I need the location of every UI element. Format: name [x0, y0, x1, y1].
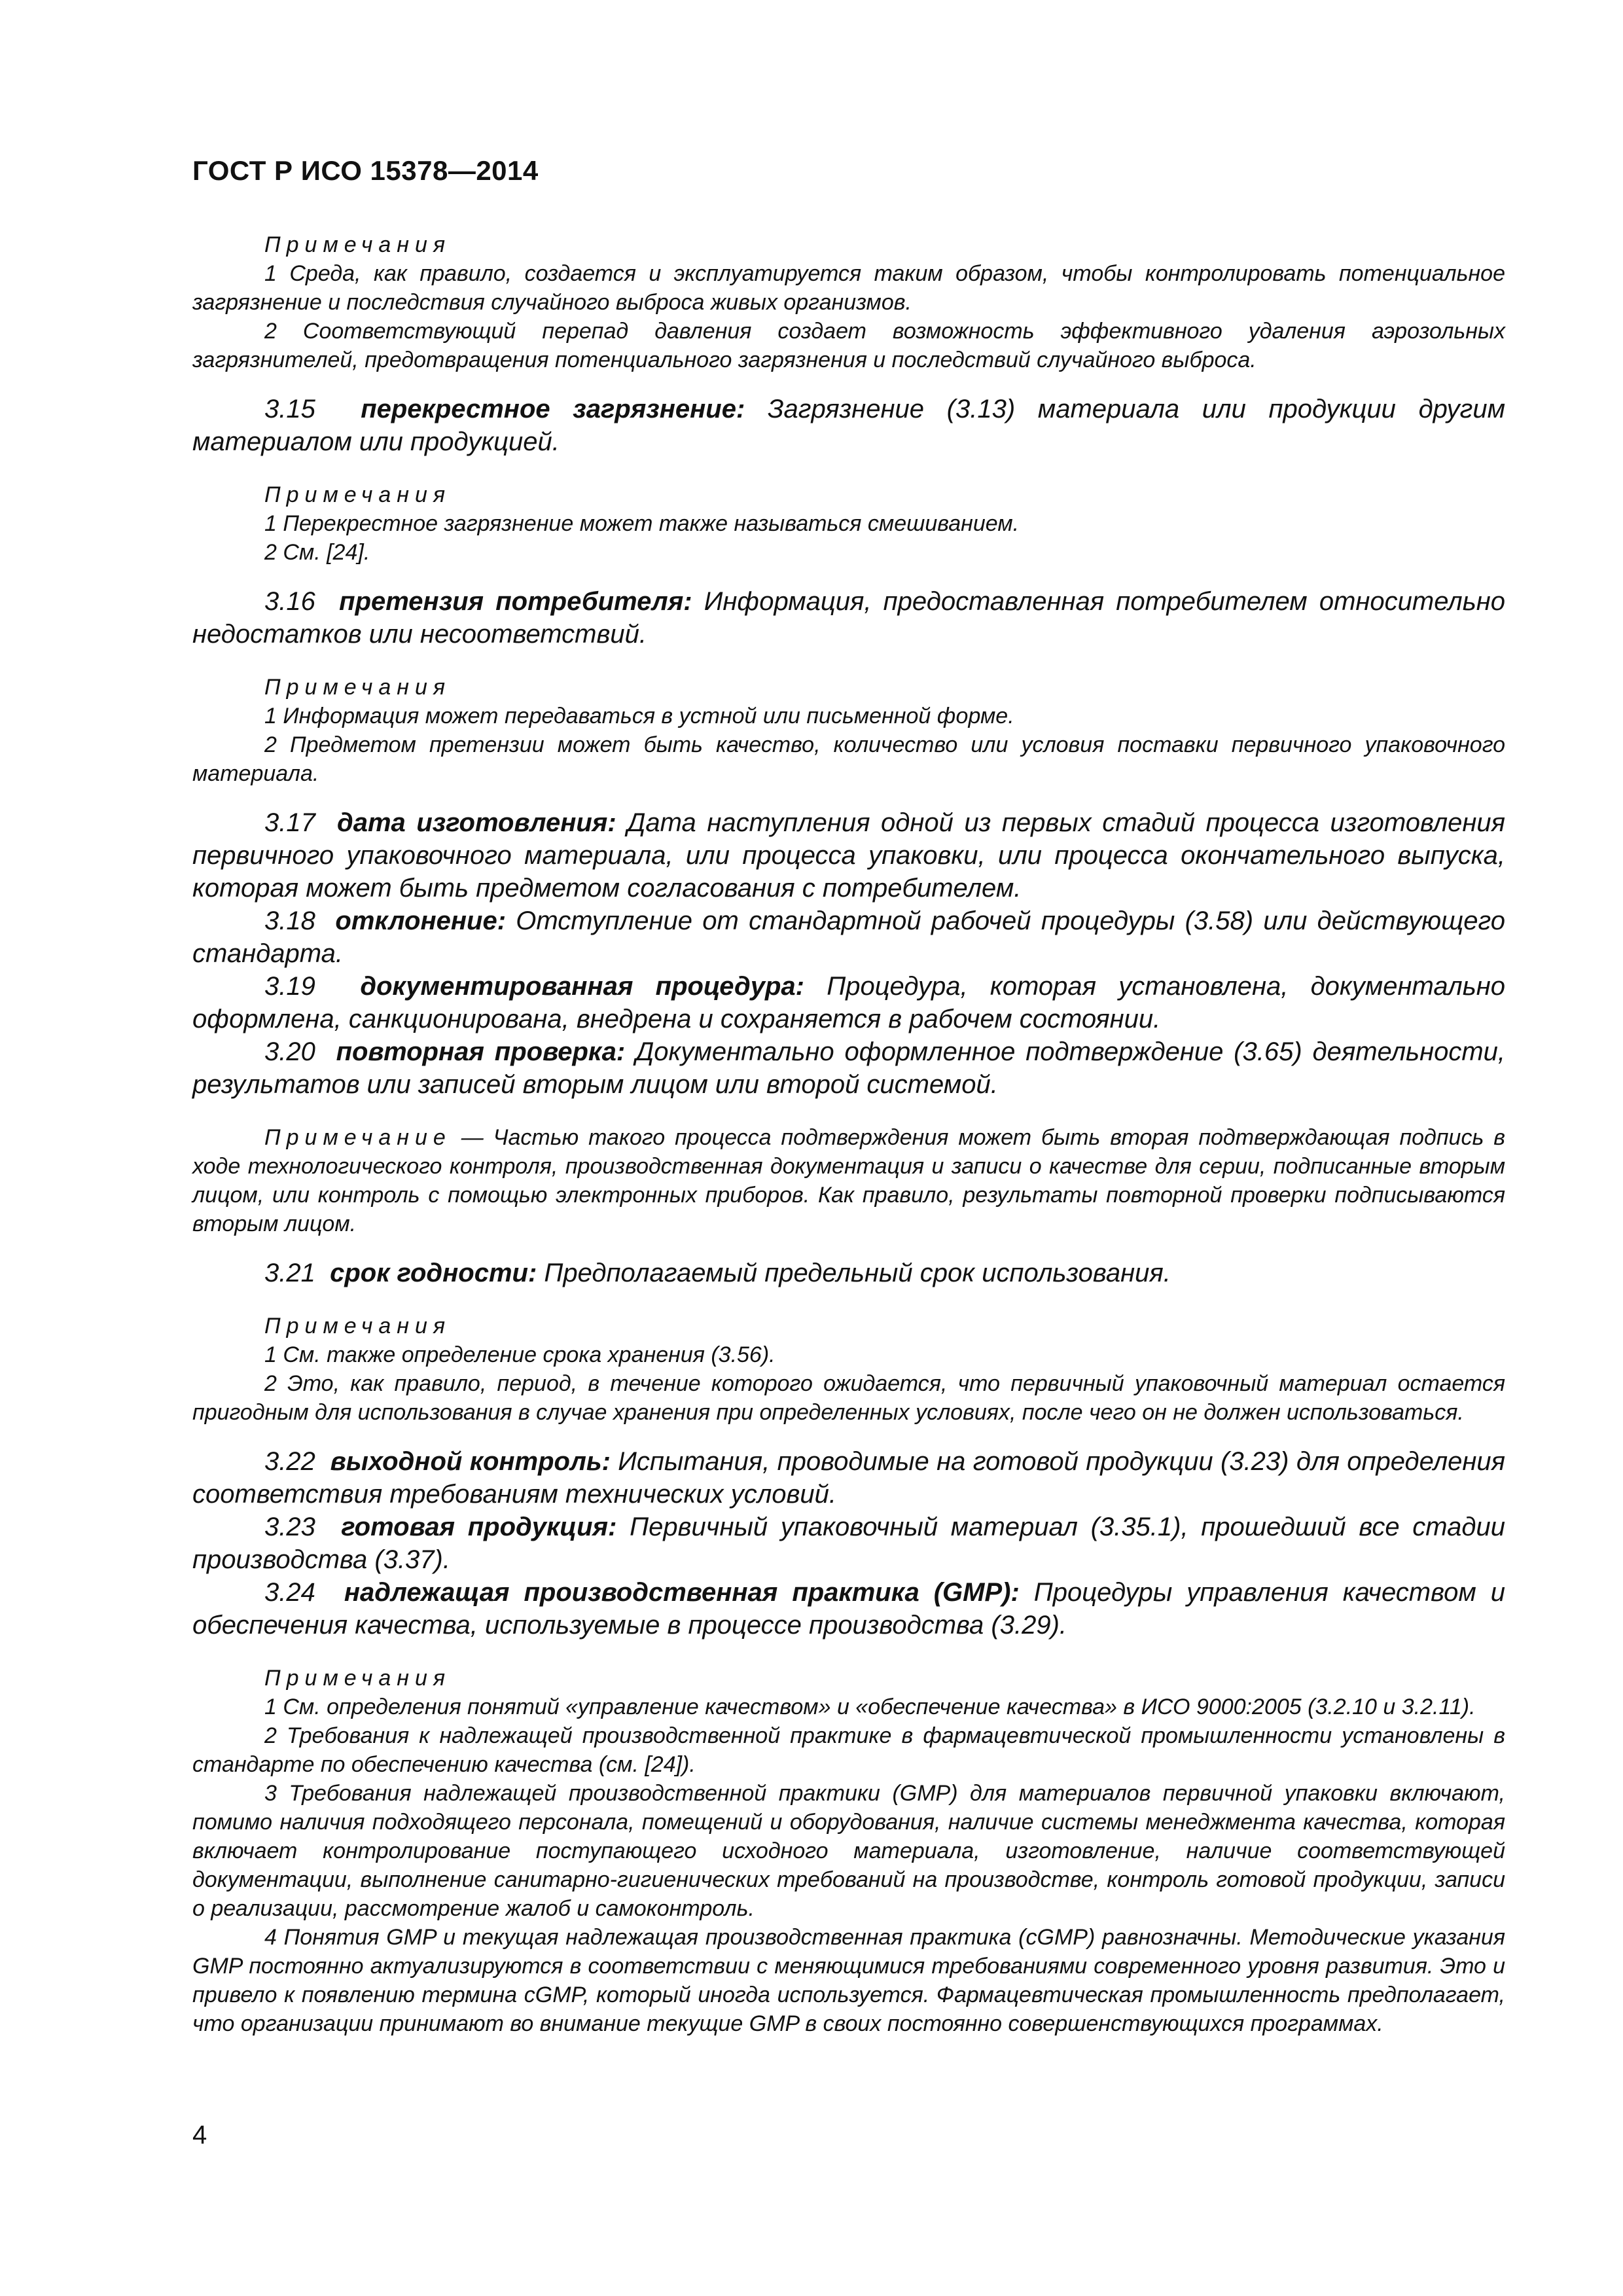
term-name: документированная процедура: — [360, 972, 804, 1001]
term-number: 3.21 — [264, 1259, 315, 1287]
term-definition: Информация, предоставленная потребителем относительно недостатков или несоответствий. — [192, 587, 1505, 649]
notes-block — [192, 673, 1505, 788]
term-definition: Отступление от стандартной рабочей процедуры (3.58) или действующего стандарта. — [192, 906, 1506, 968]
note-item: 2 Это, как правило, период, в течение которого ожидается, что первичный упаковочный материал остается пригодным для использования в случае хранения при определенных условиях, после чего он не должен использоваться. — [192, 1371, 1505, 1425]
note-item: 1 Информация может передаваться в устной или письменной форме. — [264, 704, 1014, 728]
term-name: отклонение: — [335, 906, 507, 935]
term-definition: Дата наступления одной из первых стадий процесса изготовления первичного упаковочного материала, или процесса упаковки, или процесса окончательного выпуска, которая может быть предметом согласования с потребителем. — [192, 808, 1505, 903]
term-number: 3.19 — [264, 972, 315, 1001]
notes-title: Примечания — [264, 1314, 452, 1338]
note-item: 1 См. определения понятий «управление качеством» и «обеспечение качества» в ИСО 9000:2005 (3.2.10 и 3.2.11). — [264, 1695, 1476, 1719]
term-name: срок годности: — [330, 1259, 537, 1287]
note-item: 2 Соответствующий перепад давления создает возможность эффективного удаления аэрозольных загрязнителей, предотвращения потенциального загрязнения и последствий случайного выброса. — [192, 319, 1505, 372]
term-number: 3.20 — [264, 1037, 315, 1066]
term-name: выходной контроль: — [330, 1447, 611, 1476]
notes-block — [192, 1664, 1505, 2038]
term-definition: Первичный упаковочный материал (3.35.1), прошедший все стадии производства (3.37). — [192, 1513, 1506, 1574]
term-3-18 — [192, 905, 1505, 970]
term-definition: Документально оформленное подтверждение (3.65) деятельности, результатов или записей вторым лицом или второй системой. — [192, 1037, 1506, 1099]
term-3-23 — [192, 1511, 1505, 1576]
note-item: 2 Требования к надлежащей производственной практике в фармацевтической промышленности установлены в стандарте по обеспечению качества (см. [24]). — [192, 1723, 1505, 1777]
term-definition: Испытания, проводимые на готовой продукции (3.23) для определения соответствия требованиям технических условий. — [192, 1447, 1506, 1509]
term-3-22 — [192, 1445, 1505, 1511]
notes-title: Примечания — [264, 232, 452, 257]
notes-title: Примечания — [264, 482, 452, 507]
term-definition: Процедура, которая установлена, документально оформлена, санкционирована, внедрена и сохраняется в рабочем состоянии. — [192, 972, 1506, 1033]
term-number: 3.15 — [264, 395, 315, 423]
note-item: 1 Среда, как правило, создается и эксплуатируется таким образом, чтобы контролировать потенциальное загрязнение и последствия случайного выброса живых организмов. — [192, 261, 1505, 315]
term-3-20 — [192, 1035, 1505, 1101]
term-number: 3.24 — [264, 1578, 315, 1607]
term-number: 3.17 — [264, 808, 315, 837]
note-item: 1 Перекрестное загрязнение может также называться смешиванием. — [264, 511, 1020, 536]
term-name: претензия потребителя: — [339, 587, 692, 616]
term-name: готовая продукция: — [341, 1513, 617, 1541]
term-name: повторная проверка: — [336, 1037, 626, 1066]
note-item: 2 Предметом претензии может быть качество, количество или условия поставки первичного упаковочного материала. — [192, 732, 1505, 786]
term-number: 3.16 — [264, 587, 315, 616]
notes-block — [192, 230, 1505, 374]
term-number: 3.18 — [264, 906, 315, 935]
notes-title: Примечания — [264, 675, 452, 700]
notes-title: Примечания — [264, 1666, 452, 1691]
document-page — [192, 157, 1505, 2056]
term-definition: Процедуры управления качеством и обеспечения качества, используемые в процессе производства (3.29). — [192, 1578, 1505, 1640]
term-3-16 — [192, 585, 1505, 651]
term-3-24 — [192, 1576, 1505, 1641]
page-number: 4 — [192, 2121, 207, 2149]
term-3-17 — [192, 806, 1505, 905]
note-text: — Частью такого процесса подтверждения может быть вторая подтверждающая подпись в ходе технологического контроля, производственная документация и записи о качестве для серии, подписанные вторым лицом, или контроль с помощью электронных приборов. Как правило, результаты повторной проверки подписываются вторым лицом. — [192, 1125, 1505, 1236]
term-number: 3.22 — [264, 1447, 315, 1476]
term-name: перекрестное загрязнение: — [361, 395, 745, 423]
note-item: 3 Требования надлежащей производственной практики (GMP) для материалов первичной упаковки включают, помимо наличия подходящего персонала, помещений и оборудования, наличие системы менеджмента качества, которая включает контролирование поступающего исходного материала, изготовление, наличие соответствующей документации, выполнение санитарно-гигиенических требований на производстве, контроль готовой продукции, записи о реализации, рассмотрение жалоб и самоконтроль. — [192, 1781, 1505, 1921]
term-definition: Загрязнение (3.13) материала или продукции другим материалом или продукцией. — [192, 395, 1505, 456]
term-name: надлежащая производственная практика (GMP): — [344, 1578, 1020, 1607]
note-item: 2 См. [24]. — [264, 540, 370, 565]
notes-block — [192, 480, 1505, 567]
note-item: 1 См. также определение срока хранения (3.56). — [264, 1342, 776, 1367]
term-definition: Предполагаемый предельный срок использования. — [537, 1259, 1171, 1287]
notes-block — [192, 1123, 1505, 1238]
term-3-19 — [192, 970, 1505, 1035]
term-number: 3.23 — [264, 1513, 315, 1541]
note-item: 4 Понятия GMP и текущая надлежащая производственная практика (cGMP) равнозначны. Методические указания GMP постоянно актуализируются в соответствии с меняющимися требованиями современного уровня развития. Это и привело к появлению термина cGMP, который иногда используется. Фармацевтическая промышленность предполагает, что организации принимают во внимание текущие GMP в своих постоянно совершенствующихся программах. — [192, 1925, 1505, 2036]
notes-block — [192, 1312, 1505, 1427]
term-3-21 — [192, 1257, 1505, 1289]
document-header: ГОСТ Р ИСО 15378—2014 — [192, 155, 539, 186]
note-item — [192, 1123, 1505, 1238]
note-label: Примечание — [264, 1125, 452, 1150]
term-3-15 — [192, 393, 1505, 458]
term-name: дата изготовления: — [337, 808, 616, 837]
